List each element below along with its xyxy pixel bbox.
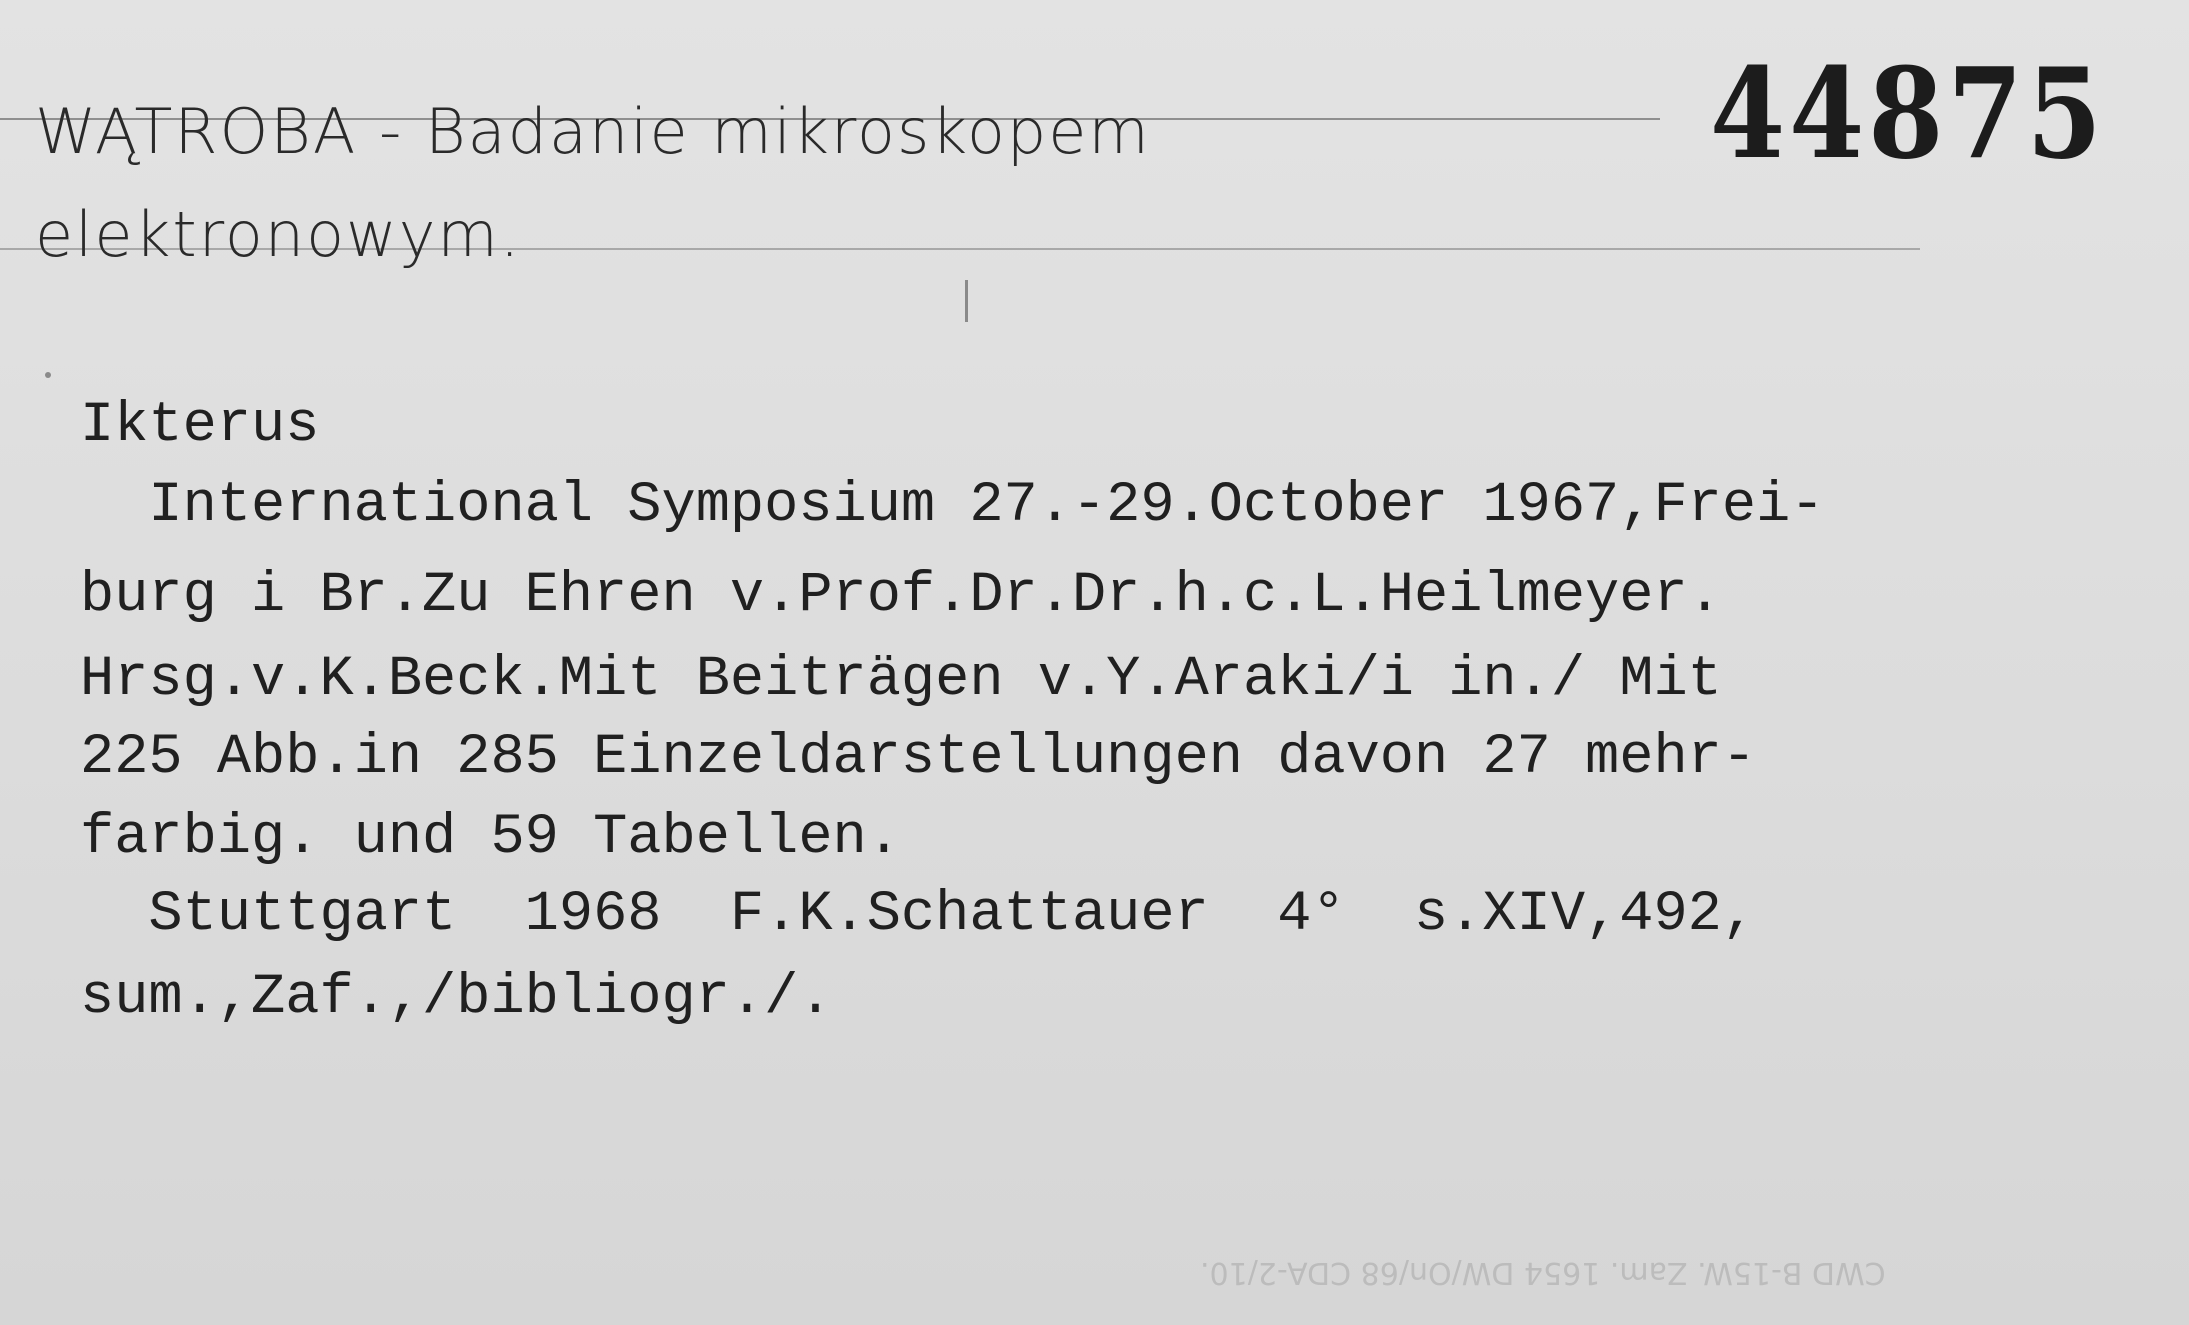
entry-line-6: farbig. und 59 Tabellen. xyxy=(80,806,901,870)
subject-heading-line2: elektronowym. xyxy=(35,198,522,271)
entry-line-4: Hrsg.v.K.Beck.Mit Beiträgen v.Y.Araki/i in./ Mit xyxy=(80,648,1722,712)
entry-line-8: sum.,Zaf.,/bibliogr./. xyxy=(80,966,833,1030)
stray-mark xyxy=(965,280,968,322)
entry-line-3: burg i Br.Zu Ehren v.Prof.Dr.Dr.h.c.L.Heilmeyer. xyxy=(80,564,1722,628)
subject-heading-line1: WĄTROBA - Badanie mikroskopem xyxy=(35,95,1151,168)
stray-dot xyxy=(45,372,51,378)
catalog-number: 44875 xyxy=(1710,42,2106,187)
entry-title: Ikterus xyxy=(80,394,320,458)
printer-imprint: CWD B-15W. Zam. 1654 DW/On/68 CDA-2/10. xyxy=(1200,1255,1886,1290)
entry-line-5: 225 Abb.in 285 Einzeldarstellungen davon 27 mehr- xyxy=(80,726,1757,790)
entry-line-2: International Symposium 27.-29.October 1967,Frei- xyxy=(80,474,1825,538)
entry-line-7: Stuttgart 1968 F.K.Schattauer 4° s.XIV,492, xyxy=(80,883,1757,947)
